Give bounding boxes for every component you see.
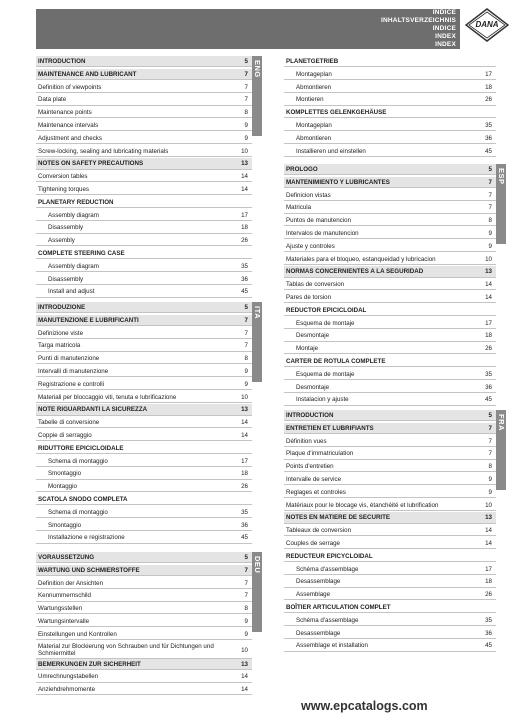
toc-entry-label: MANUTENZIONE E LUBRIFICANTI (38, 316, 139, 324)
toc-entry-page: 14 (241, 673, 248, 681)
toc-row[interactable] (36, 417, 252, 428)
toc-entry-label: PROLOGO (286, 166, 318, 173)
toc-entry-page: 9 (244, 618, 248, 625)
toc-entry-label: Schéma d'assemblage (296, 616, 359, 624)
toc-entry-page: 18 (485, 83, 492, 91)
toc-entry-label: Abmontieren (296, 134, 332, 142)
toc-entry-page: 9 (488, 230, 492, 237)
toc-row[interactable] (36, 379, 252, 390)
toc-row[interactable] (36, 616, 252, 627)
toc-entry-label: NORMAS CONCERNIENTES A LA SEGURIDAD (286, 268, 424, 276)
toc-entry-page: 14 (485, 540, 492, 547)
toc-entry-page: 26 (485, 96, 492, 104)
toc-row[interactable] (36, 552, 252, 563)
toc-entry-label: Conversion tables (38, 173, 88, 181)
toc-entry-page: 10 (241, 147, 248, 155)
toc-row[interactable] (36, 532, 252, 543)
toc-row[interactable] (284, 448, 496, 459)
toc-entry-label: Adjustment and checks (38, 134, 102, 142)
toc-entry-label: REDUCTEUR EPICYCLOIDAL (286, 552, 373, 560)
toc-row[interactable] (36, 392, 252, 403)
toc-row[interactable] (284, 564, 496, 575)
toc-entry-page: 35 (241, 508, 248, 516)
toc-entry-page: 18 (241, 470, 248, 478)
toc-row[interactable] (284, 330, 496, 341)
toc-row[interactable] (36, 315, 252, 326)
toc-entry-page: 7 (244, 329, 248, 337)
toc-entry-label: Abmontieren (296, 83, 332, 91)
toc-entry-label: Matricula (286, 204, 312, 212)
toc-row[interactable] (284, 69, 496, 80)
toc-entry-label: Coppie di serraggio (38, 432, 92, 439)
toc-entry-label: Puntos de manutencion (286, 217, 352, 225)
dana-logo (465, 8, 509, 42)
toc-row[interactable] (36, 94, 252, 105)
toc-entry-label: Reglages et controles (286, 488, 346, 496)
toc-entry-label: KOMPLETTES GELENKGEHÄUSE (286, 109, 387, 117)
toc-row[interactable] (36, 468, 252, 479)
logo-text: DANA (475, 20, 499, 29)
toc-entry-label: Schéma d'assemblage (296, 565, 359, 573)
toc-row[interactable] (36, 353, 252, 364)
toc-entry-label: NOTE RIGUARDANTI LA SICUREZZA (38, 406, 148, 414)
toc-entry-page: 13 (485, 268, 492, 276)
toc-entry-page: 5 (244, 554, 248, 561)
tab-esp: ESP (496, 164, 506, 244)
toc-row[interactable] (36, 197, 252, 208)
toc-entry-page: 7 (488, 178, 492, 186)
toc-row[interactable] (284, 500, 496, 511)
toc-row[interactable] (284, 279, 496, 290)
toc-entry-label: PLANETARY REDUCTION (38, 198, 114, 206)
toc-entry-label: Umrechnungstabellen (38, 673, 99, 681)
toc-row[interactable] (36, 261, 252, 272)
toc-entry-label: Assembly (48, 237, 75, 245)
toc-entry-label: COMPLETE STEERING CASE (38, 250, 125, 257)
toc-entry-label: Installazione e registrazione (48, 534, 125, 542)
toc-entry-label: RIDUTTORE EPICICLOIDALE (38, 444, 124, 452)
toc-entry-page: 13 (241, 160, 248, 168)
toc-entry-page: 35 (485, 370, 492, 378)
toc-entry-page: 45 (241, 288, 248, 296)
toc-entry-label: Tableaux de conversion (286, 527, 352, 535)
toc-entry-page: 10 (241, 646, 248, 654)
toc-entry-page: 9 (488, 242, 492, 250)
toc-row[interactable] (284, 423, 496, 434)
tab-fra: FRA (496, 410, 506, 490)
toc-row[interactable] (36, 443, 252, 454)
toc-row[interactable] (36, 565, 252, 576)
toc-row[interactable] (36, 146, 252, 157)
toc-entry-page: 5 (488, 166, 492, 173)
toc-entry-label: SCATOLA SNODO COMPLETA (38, 496, 128, 503)
toc-row[interactable] (36, 642, 252, 659)
toc-entry-label: Definicion vistas (286, 191, 331, 199)
toc-row[interactable] (36, 69, 252, 80)
toc-entry-page: 8 (244, 355, 248, 363)
toc-entry-page: 7 (488, 424, 492, 432)
toc-entry-label: Intervalle de service (286, 476, 342, 483)
toc-entry-page: 18 (485, 332, 492, 340)
toc-row[interactable] (36, 56, 252, 67)
toc-row[interactable] (284, 190, 496, 201)
toc-entry-page: 14 (241, 173, 248, 181)
toc-row[interactable] (36, 171, 252, 182)
toc-row[interactable] (284, 305, 496, 316)
toc-entry-page: 36 (485, 629, 492, 637)
toc-entry-label: Desmontaje (296, 332, 330, 340)
toc-row[interactable] (284, 487, 496, 498)
toc-row[interactable] (284, 461, 496, 472)
toc-entry-page: 26 (485, 345, 492, 353)
toc-row[interactable] (36, 274, 252, 285)
toc-row[interactable] (284, 241, 496, 252)
toc-entry-page: 13 (241, 660, 248, 668)
toc-entry-label: BOÎTIER ARTICULATION COMPLET (286, 604, 391, 611)
toc-entry-label: Einstellungen und Kontrollen (38, 630, 117, 638)
toc-entry-page: 26 (241, 483, 248, 491)
toc-entry-page: 45 (485, 396, 492, 404)
header-index: INDEX (36, 33, 460, 41)
toc-entry-label: Smontaggio (48, 470, 82, 478)
toc-entry-page: 10 (485, 255, 492, 263)
toc-entry-label: Data plate (38, 96, 67, 104)
toc-row[interactable] (284, 266, 496, 277)
toc-entry-label: Couples de serrage (286, 540, 341, 547)
toc-row[interactable] (36, 235, 252, 246)
toc-entry-label: VORAUSSETZUNG (38, 554, 95, 561)
toc-entry-label: Targa matricola (38, 342, 81, 350)
toc-row[interactable] (284, 538, 496, 549)
toc-row[interactable] (36, 210, 252, 221)
toc-entry-label: Schema di montaggio (48, 508, 108, 516)
toc-entry-label: WARTUNG UND SCHMIERSTOFFE (38, 566, 140, 574)
toc-entry-page: 7 (244, 592, 248, 600)
toc-row[interactable] (284, 146, 496, 157)
toc-entry-page: 7 (244, 83, 248, 91)
toc-row[interactable] (284, 436, 496, 447)
toc-entry-page: 17 (241, 211, 248, 219)
toc-entry-label: Materiales para el bloqueo, estanqueidad y lubricacion (286, 255, 436, 263)
toc-row[interactable] (36, 133, 252, 144)
toc-row[interactable] (284, 551, 496, 562)
toc-row[interactable] (284, 640, 496, 651)
toc-row[interactable] (284, 82, 496, 93)
toc-row[interactable] (284, 382, 496, 393)
toc-entry-page: 36 (485, 383, 492, 391)
toc-entry-label: Desassemblage (296, 629, 341, 637)
toc-entry-label: Ajuste y controles (286, 242, 335, 250)
toc-row[interactable] (284, 369, 496, 380)
toc-entry-label: Plaque d'immatriculation (286, 450, 354, 458)
toc-entry-label: Punti di manutenzione (38, 355, 100, 363)
toc-row[interactable] (284, 615, 496, 626)
toc-entry-page: 9 (244, 630, 248, 638)
toc-row[interactable] (284, 202, 496, 213)
toc-entry-label: MANTENIMIENTO Y LUBRICANTES (286, 178, 390, 186)
toc-entry-label: Esquema de montaje (296, 319, 355, 327)
toc-entry-page: 5 (244, 304, 248, 311)
toc-entry-page: 45 (241, 534, 248, 542)
toc-row[interactable] (36, 671, 252, 682)
toc-row[interactable] (284, 602, 496, 613)
toc-entry-page: 7 (488, 204, 492, 212)
toc-entry-page: 26 (485, 591, 492, 599)
toc-entry-page: 45 (485, 642, 492, 650)
toc-row[interactable] (284, 56, 496, 67)
toc-entry-page: 9 (244, 122, 248, 129)
toc-entry-page: 10 (485, 501, 492, 509)
toc-entry-page: 18 (485, 578, 492, 586)
toc-entry-label: Matériaux pour le blocage vis, étanchéité et lubrification (286, 501, 439, 509)
toc-entry-label: ENTRETIEN ET LUBRIFIANTS (286, 424, 374, 432)
toc-row[interactable] (36, 520, 252, 531)
toc-entry-label: MAINTENANCE AND LUBRICANT (38, 70, 137, 78)
toc-entry-label: Install and adjust (48, 288, 95, 296)
toc-entry-label: Material zur Blockierung von Schrauben und für Dichtungen und Schmiermittel (38, 642, 214, 657)
toc-entry-label: Tightening torques (38, 186, 90, 193)
toc-entry-label: Screw-locking, sealing and lubricating materials (38, 147, 169, 155)
tab-ita: ITA (252, 302, 262, 382)
toc-entry-label: Definition der Ansichten (38, 579, 104, 587)
toc-entry-page: 7 (488, 450, 492, 458)
toc-entry-label: Installieren und einstellen (296, 147, 366, 155)
toc-entry-label: INTRODUZIONE (38, 304, 86, 311)
toc-entry-page: 13 (485, 514, 492, 522)
toc-row[interactable] (284, 394, 496, 405)
toc-row[interactable] (284, 228, 496, 239)
toc-entry-page: 7 (488, 437, 492, 445)
toc-row[interactable] (284, 133, 496, 144)
toc-entry-page: 9 (488, 476, 492, 483)
toc-entry-label: INTRODUCTION (38, 58, 86, 65)
toc-entry-page: 7 (244, 70, 248, 78)
toc-entry-label: REDUCTOR EPICICLOIDAL (286, 306, 367, 314)
toc-row[interactable] (36, 629, 252, 640)
toc-row[interactable] (284, 292, 496, 303)
toc-entry-page: 14 (485, 527, 492, 535)
toc-entry-page: 35 (241, 262, 248, 270)
toc-entry-page: 17 (485, 565, 492, 573)
toc-entry-label: Tabelle di conversione (38, 419, 100, 427)
toc-entry-label: BEMERKUNGEN ZUR SICHERHEIT (38, 660, 141, 668)
toc-row[interactable] (284, 474, 496, 485)
toc-row[interactable] (36, 684, 252, 695)
toc-entry-page: 7 (488, 191, 492, 199)
toc-entry-page: 26 (241, 237, 248, 245)
toc-entry-page: 14 (485, 281, 492, 289)
toc-row[interactable] (36, 248, 252, 259)
toc-entry-label: NOTES ON SAFETY PRECAUTIONS (38, 160, 144, 168)
toc-entry-page: 36 (241, 521, 248, 529)
toc-row[interactable] (36, 404, 252, 415)
toc-entry-page: 7 (244, 96, 248, 104)
toc-entry-page: 9 (488, 488, 492, 496)
toc-row[interactable] (284, 410, 496, 421)
toc-row[interactable] (36, 302, 252, 313)
toc-entry-label: Pares de torsion (286, 294, 332, 301)
toc-row[interactable] (36, 107, 252, 118)
toc-row[interactable] (36, 430, 252, 441)
toc-row[interactable] (284, 94, 496, 105)
toc-entry-label: Desassemblage (296, 578, 341, 586)
toc-entry-page: 14 (241, 686, 248, 694)
toc-entry-label: NOTES EN MATIERE DE SECURITE (286, 514, 391, 522)
toc-entry-page: 13 (241, 406, 248, 414)
toc-entry-label: Materiali per bloccaggio viti, tenuta e lubrificazione (38, 393, 177, 401)
toc-entry-page: 18 (241, 224, 248, 232)
toc-entry-label: Disassembly (48, 275, 84, 283)
toc-row[interactable] (36, 494, 252, 505)
toc-row[interactable] (284, 356, 496, 367)
toc-row[interactable] (284, 512, 496, 523)
toc-row[interactable] (36, 158, 252, 169)
toc-row[interactable] (36, 590, 252, 601)
toc-entry-page: 17 (485, 319, 492, 327)
toc-entry-page: 7 (244, 316, 248, 324)
toc-entry-label: Instalacion y ajuste (296, 396, 349, 404)
tab-deu: DEU (252, 552, 262, 632)
toc-entry-label: Wartungsintervalle (38, 618, 90, 625)
header-index-2: INDEX (36, 41, 460, 49)
toc-row[interactable] (284, 215, 496, 226)
toc-entry-label: PLANETGETRIEB (286, 58, 339, 65)
toc-entry-page: 45 (485, 147, 492, 155)
toc-entry-page: 7 (244, 579, 248, 587)
toc-entry-page: 14 (241, 186, 248, 193)
toc-row[interactable] (36, 456, 252, 467)
toc-entry-page: 17 (485, 70, 492, 78)
toc-entry-page: 10 (241, 393, 248, 401)
toc-entry-label: Wartungsstellen (38, 605, 83, 613)
toc-row[interactable] (284, 576, 496, 587)
toc-entry-page: 36 (485, 134, 492, 142)
toc-entry-label: Schema di montaggio (48, 457, 108, 465)
toc-entry-label: Montieren (296, 96, 324, 104)
toc-entry-label: CARTER DE ROTULA COMPLETE (286, 358, 386, 365)
toc-row[interactable] (284, 589, 496, 600)
toc-row[interactable] (36, 184, 252, 195)
toc-row[interactable] (284, 628, 496, 639)
toc-entry-page: 9 (244, 134, 248, 142)
toc-row[interactable] (36, 603, 252, 614)
toc-entry-page: 35 (485, 122, 492, 129)
toc-row[interactable] (284, 177, 496, 188)
header-inhalt: INHALTSVERZEICHNIS (36, 17, 460, 25)
toc-entry-label: Montageplan (296, 70, 332, 78)
toc-entry-label: Intervalli di manutenzione (38, 368, 109, 375)
toc-entry-label: Maintenance points (38, 109, 92, 117)
toc-row[interactable] (284, 343, 496, 354)
toc-entry-label: INTRODUCTION (286, 412, 334, 419)
toc-row[interactable] (284, 120, 496, 131)
toc-entry-label: Kennummernschild (38, 592, 91, 600)
toc-row[interactable] (284, 318, 496, 329)
toc-entry-label: Disassembly (48, 224, 84, 232)
toc-entry-label: Assemblage et installation (296, 642, 368, 650)
toc-entry-page: 8 (244, 109, 248, 117)
toc-entry-label: Assembly diagram (48, 262, 99, 270)
toc-entry-page: 14 (485, 294, 492, 301)
toc-entry-page: 7 (244, 342, 248, 350)
toc-row[interactable] (36, 328, 252, 339)
toc-row[interactable] (284, 254, 496, 265)
toc-row[interactable] (36, 286, 252, 297)
toc-entry-label: Definizione viste (38, 329, 84, 337)
toc-entry-label: Montaggio (48, 483, 77, 491)
toc-entry-page: 8 (488, 463, 492, 471)
tab-eng: ENG (252, 56, 262, 136)
toc-entry-page: 14 (241, 419, 248, 427)
toc-entry-label: Maintenance intervals (38, 122, 99, 129)
toc-entry-page: 5 (488, 412, 492, 419)
toc-row[interactable] (284, 525, 496, 536)
footer-url: www.epcatalogs.com (301, 699, 428, 713)
toc-entry-page: 35 (485, 616, 492, 624)
toc-entry-page: 7 (244, 566, 248, 574)
header-indice-2: INDICE (36, 25, 460, 33)
toc-row[interactable] (36, 82, 252, 93)
toc-row[interactable] (284, 107, 496, 118)
toc-entry-page: 5 (244, 58, 248, 65)
toc-row[interactable] (36, 222, 252, 233)
toc-row[interactable] (36, 507, 252, 518)
toc-entry-label: Assemblage (296, 591, 331, 599)
toc-entry-label: Definition of viewpoints (38, 83, 102, 91)
toc-entry-page: 8 (244, 605, 248, 613)
toc-entry-label: Points d'entretien (286, 463, 334, 471)
toc-entry-label: Montageplan (296, 122, 332, 129)
toc-entry-label: Tablas de conversion (286, 281, 345, 289)
toc-entry-page: 8 (488, 217, 492, 225)
toc-entry-page: 14 (241, 432, 248, 439)
toc-entry-label: Smontaggio (48, 521, 82, 529)
toc-entry-label: Définition vues (286, 437, 327, 445)
toc-entry-label: Registrazione e controlli (38, 380, 105, 388)
header-indice: INDICE (36, 9, 460, 17)
toc-entry-page: 36 (241, 275, 248, 283)
toc-row[interactable] (36, 578, 252, 589)
toc-entry-page: 9 (244, 380, 248, 388)
toc-row[interactable] (284, 164, 496, 175)
toc-entry-label: Intervalos de manutencion (286, 230, 359, 237)
toc-entry-page: 9 (244, 368, 248, 375)
toc-row[interactable] (36, 659, 252, 670)
toc-entry-label: Anziehdrehmomente (38, 686, 96, 694)
toc-entry-label: Esquema de montaje (296, 370, 355, 378)
toc-row[interactable] (36, 340, 252, 351)
toc-entry-label: Assembly diagram (48, 211, 99, 219)
toc-row[interactable] (36, 120, 252, 131)
toc-entry-label: Montaje (296, 345, 319, 353)
toc-entry-page: 17 (241, 457, 248, 465)
toc-entry-label: Desmontaje (296, 383, 330, 391)
toc-row[interactable] (36, 366, 252, 377)
toc-row[interactable] (36, 481, 252, 492)
